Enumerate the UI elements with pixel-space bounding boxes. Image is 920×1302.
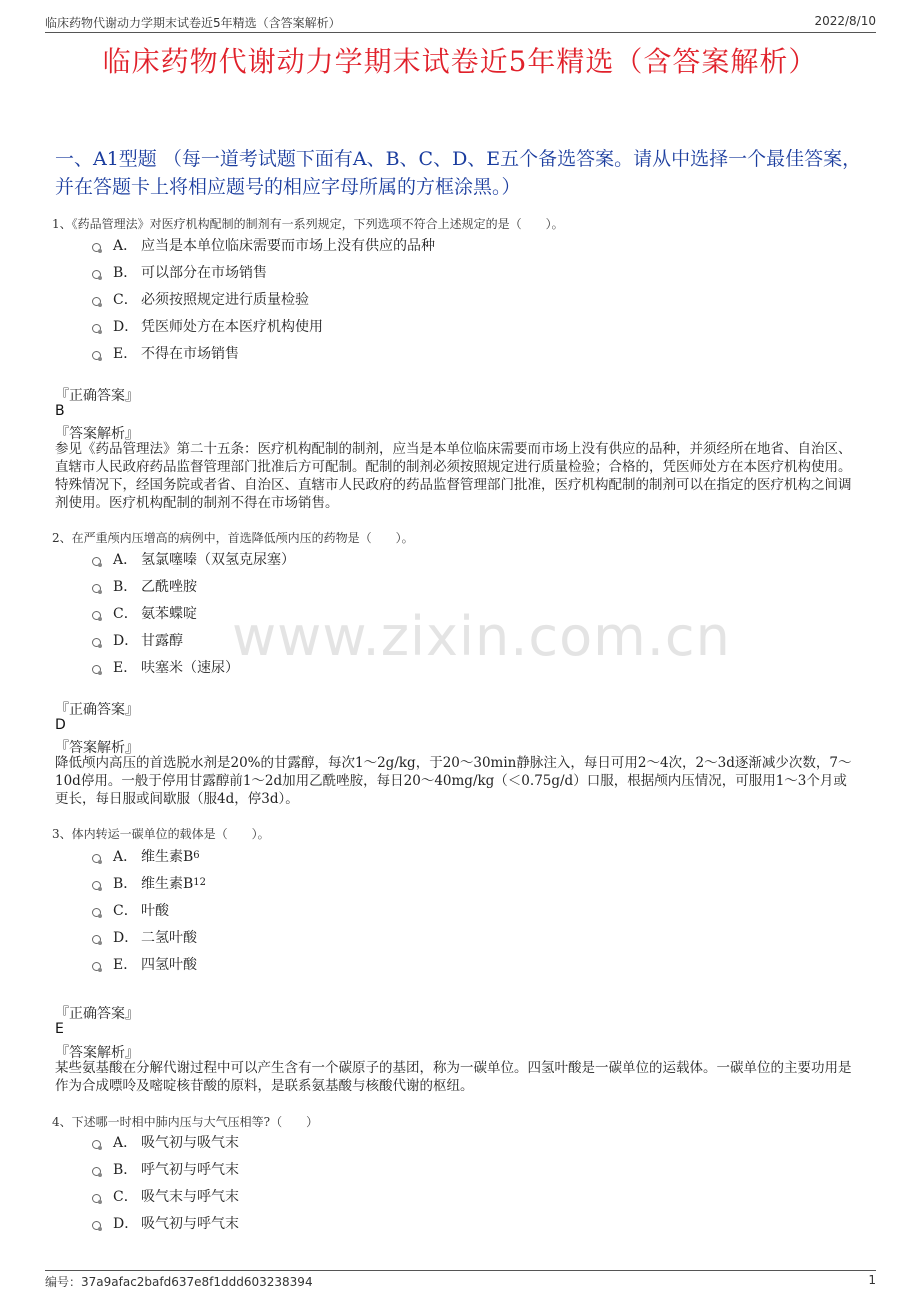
- option-b[interactable]: [92, 258, 435, 285]
- option-text: 四氢叶酸: [141, 956, 197, 973]
- option-a[interactable]: [92, 231, 435, 258]
- option-e[interactable]: [92, 950, 206, 977]
- option-letter: E．: [113, 345, 138, 362]
- radio-icon[interactable]: [92, 1140, 101, 1149]
- option-d[interactable]: [92, 626, 295, 653]
- radio-icon[interactable]: [92, 638, 101, 647]
- option-d[interactable]: [92, 1209, 239, 1236]
- option-b[interactable]: [92, 572, 295, 599]
- radio-icon[interactable]: [92, 854, 101, 863]
- header-doc-title: 临床药物代谢动力学期末试卷近5年精选（含答案解析）: [45, 16, 341, 30]
- question-stem: 3、体内转运一碳单位的载体是（ ）。: [52, 827, 270, 841]
- radio-icon[interactable]: [92, 270, 101, 279]
- option-letter: B．: [113, 578, 138, 595]
- option-text: 凭医师处方在本医疗机构使用: [141, 318, 323, 335]
- option-text: 吸气初与呼气末: [141, 1215, 239, 1232]
- option-text: 叶酸: [141, 902, 169, 919]
- footer-page-number: 1: [868, 1273, 876, 1287]
- analysis-text: 参见《药品管理法》第二十五条：医疗机构配制的制剂，应当是本单位临床需要而市场上没有供应的品种，并须经所在地省、自治区、直辖市人民政府药品监督管理部门批准后方可配制。配制的制剂必须按照规定进行质量检验；合格的，凭医师处方在本医疗机构使用。特殊情况下，经国务院或者省、自治区、直辖市人民政府的药品监督管理部门批准，医疗机构配制的制剂可以在指定的医疗机构之间调剂使用。医疗机构配制的制剂不得在市场销售。: [55, 441, 852, 511]
- option-text: 氢氯噻嗪（双氢克尿塞）: [141, 551, 295, 568]
- option-text: 吸气末与呼气末: [141, 1188, 239, 1205]
- answer-value: E: [55, 1021, 64, 1037]
- option-letter: A．: [113, 848, 138, 865]
- radio-icon[interactable]: [92, 324, 101, 333]
- options-list: [92, 842, 206, 977]
- option-letter: D．: [113, 929, 139, 946]
- option-c[interactable]: [92, 896, 206, 923]
- option-b[interactable]: [92, 1155, 239, 1182]
- radio-icon[interactable]: [92, 908, 101, 917]
- option-text: 维生素B: [141, 875, 194, 892]
- option-e[interactable]: [92, 339, 435, 366]
- document-title: 临床药物代谢动力学期末试卷近5年精选（含答案解析）: [102, 45, 818, 78]
- option-c[interactable]: [92, 285, 435, 312]
- option-letter: C．: [113, 1188, 138, 1205]
- option-letter: D．: [113, 1215, 139, 1232]
- option-text: 维生素B: [141, 848, 194, 865]
- header-date: 2022/8/10: [814, 14, 876, 28]
- question-stem: 4、下述哪一时相中肺内压与大气压相等?（ ）: [52, 1115, 319, 1129]
- option-text: 可以部分在市场销售: [141, 264, 267, 281]
- page-footer: [45, 1270, 876, 1289]
- radio-icon[interactable]: [92, 243, 101, 252]
- option-text: 二氢叶酸: [141, 929, 197, 946]
- option-a[interactable]: [92, 545, 295, 572]
- option-letter: B．: [113, 875, 138, 892]
- option-letter: C．: [113, 291, 138, 308]
- option-subscript: 12: [193, 877, 207, 888]
- option-c[interactable]: [92, 599, 295, 626]
- option-letter: A．: [113, 1134, 138, 1151]
- radio-icon[interactable]: [92, 351, 101, 360]
- option-letter: E．: [113, 659, 138, 676]
- analysis-label: 『答案解析』: [55, 1045, 139, 1061]
- option-text: 乙酰唑胺: [141, 578, 197, 595]
- option-d[interactable]: [92, 312, 435, 339]
- question-stem: 1、《药品管理法》对医疗机构配制的制剂有一系列规定，下列选项不符合上述规定的是（ ）。: [52, 217, 564, 231]
- option-text: 不得在市场销售: [141, 345, 239, 362]
- option-letter: B．: [113, 264, 138, 281]
- answer-label: 『正确答案』: [55, 1006, 139, 1022]
- analysis-text: 某些氨基酸在分解代谢过程中可以产生含有一个碳原子的基团，称为一碳单位。四氢叶酸是一碳单位的运载体。一碳单位的主要功用是作为合成嘌呤及嘧啶核苷酸的原料，是联系氨基酸与核酸代谢的枢纽。: [55, 1060, 852, 1094]
- option-text: 吸气初与吸气末: [141, 1134, 239, 1151]
- section-heading: 一、A1型题 （每一道考试题下面有A、B、C、D、E五个备选答案。请从中选择一个最佳答案，并在答题卡上将相应题号的相应字母所属的方框涂黑。）: [55, 148, 862, 198]
- option-text: 应当是本单位临床需要而市场上没有供应的品种: [141, 237, 435, 254]
- radio-icon[interactable]: [92, 1194, 101, 1203]
- option-e[interactable]: [92, 653, 295, 680]
- option-a[interactable]: [92, 1128, 239, 1155]
- analysis-label: 『答案解析』: [55, 740, 139, 756]
- radio-icon[interactable]: [92, 584, 101, 593]
- option-text: 必须按照规定进行质量检验: [141, 291, 309, 308]
- option-letter: D．: [113, 318, 139, 335]
- option-text: 呋塞米（速尿）: [141, 659, 239, 676]
- option-d[interactable]: [92, 923, 206, 950]
- radio-icon[interactable]: [92, 557, 101, 566]
- options-list: [92, 545, 295, 680]
- footer-doc-id: 编号：37a9afac2bafd637e8f1ddd603238394: [45, 1275, 313, 1289]
- option-b[interactable]: [92, 869, 206, 896]
- option-letter: B．: [113, 1161, 138, 1178]
- radio-icon[interactable]: [92, 297, 101, 306]
- question-stem: 2、在严重颅内压增高的病例中，首选降低颅内压的药物是（ ）。: [52, 531, 414, 545]
- option-subscript: 6: [193, 850, 200, 861]
- answer-label: 『正确答案』: [55, 388, 139, 404]
- answer-label: 『正确答案』: [55, 702, 139, 718]
- answer-value: D: [55, 717, 66, 733]
- radio-icon[interactable]: [92, 881, 101, 890]
- radio-icon[interactable]: [92, 962, 101, 971]
- radio-icon[interactable]: [92, 611, 101, 620]
- option-letter: E．: [113, 956, 138, 973]
- options-list: [92, 1128, 239, 1236]
- option-a[interactable]: [92, 842, 206, 869]
- page-header: [45, 12, 876, 33]
- option-letter: A．: [113, 237, 138, 254]
- analysis-text: 降低颅内高压的首选脱水剂是20%的甘露醇，每次1～2g/kg，于20～30min静脉注入，每日可用2～4次，2～3d逐渐减少次数，7～10d停用。一般于停用甘露醇前1～2d加用乙酰唑胺，每日20～40mg/kg（＜0.75g/d）口服，根据颅内压情况，可服用1～3个月或更长，每日服或间歇服（服4d，停3d）。: [55, 755, 852, 807]
- radio-icon[interactable]: [92, 1221, 101, 1230]
- option-text: 甘露醇: [141, 632, 183, 649]
- radio-icon[interactable]: [92, 1167, 101, 1176]
- options-list: [92, 231, 435, 366]
- watermark: www.zixin.com.cn: [232, 605, 731, 668]
- answer-value: B: [55, 403, 65, 419]
- analysis-label: 『答案解析』: [55, 426, 139, 442]
- option-letter: C．: [113, 902, 138, 919]
- option-letter: A．: [113, 551, 138, 568]
- radio-icon[interactable]: [92, 935, 101, 944]
- option-text: 呼气初与呼气末: [141, 1161, 239, 1178]
- option-letter: C．: [113, 605, 138, 622]
- option-letter: D．: [113, 632, 139, 649]
- option-text: 氨苯蝶啶: [141, 605, 197, 622]
- option-c[interactable]: [92, 1182, 239, 1209]
- radio-icon[interactable]: [92, 665, 101, 674]
